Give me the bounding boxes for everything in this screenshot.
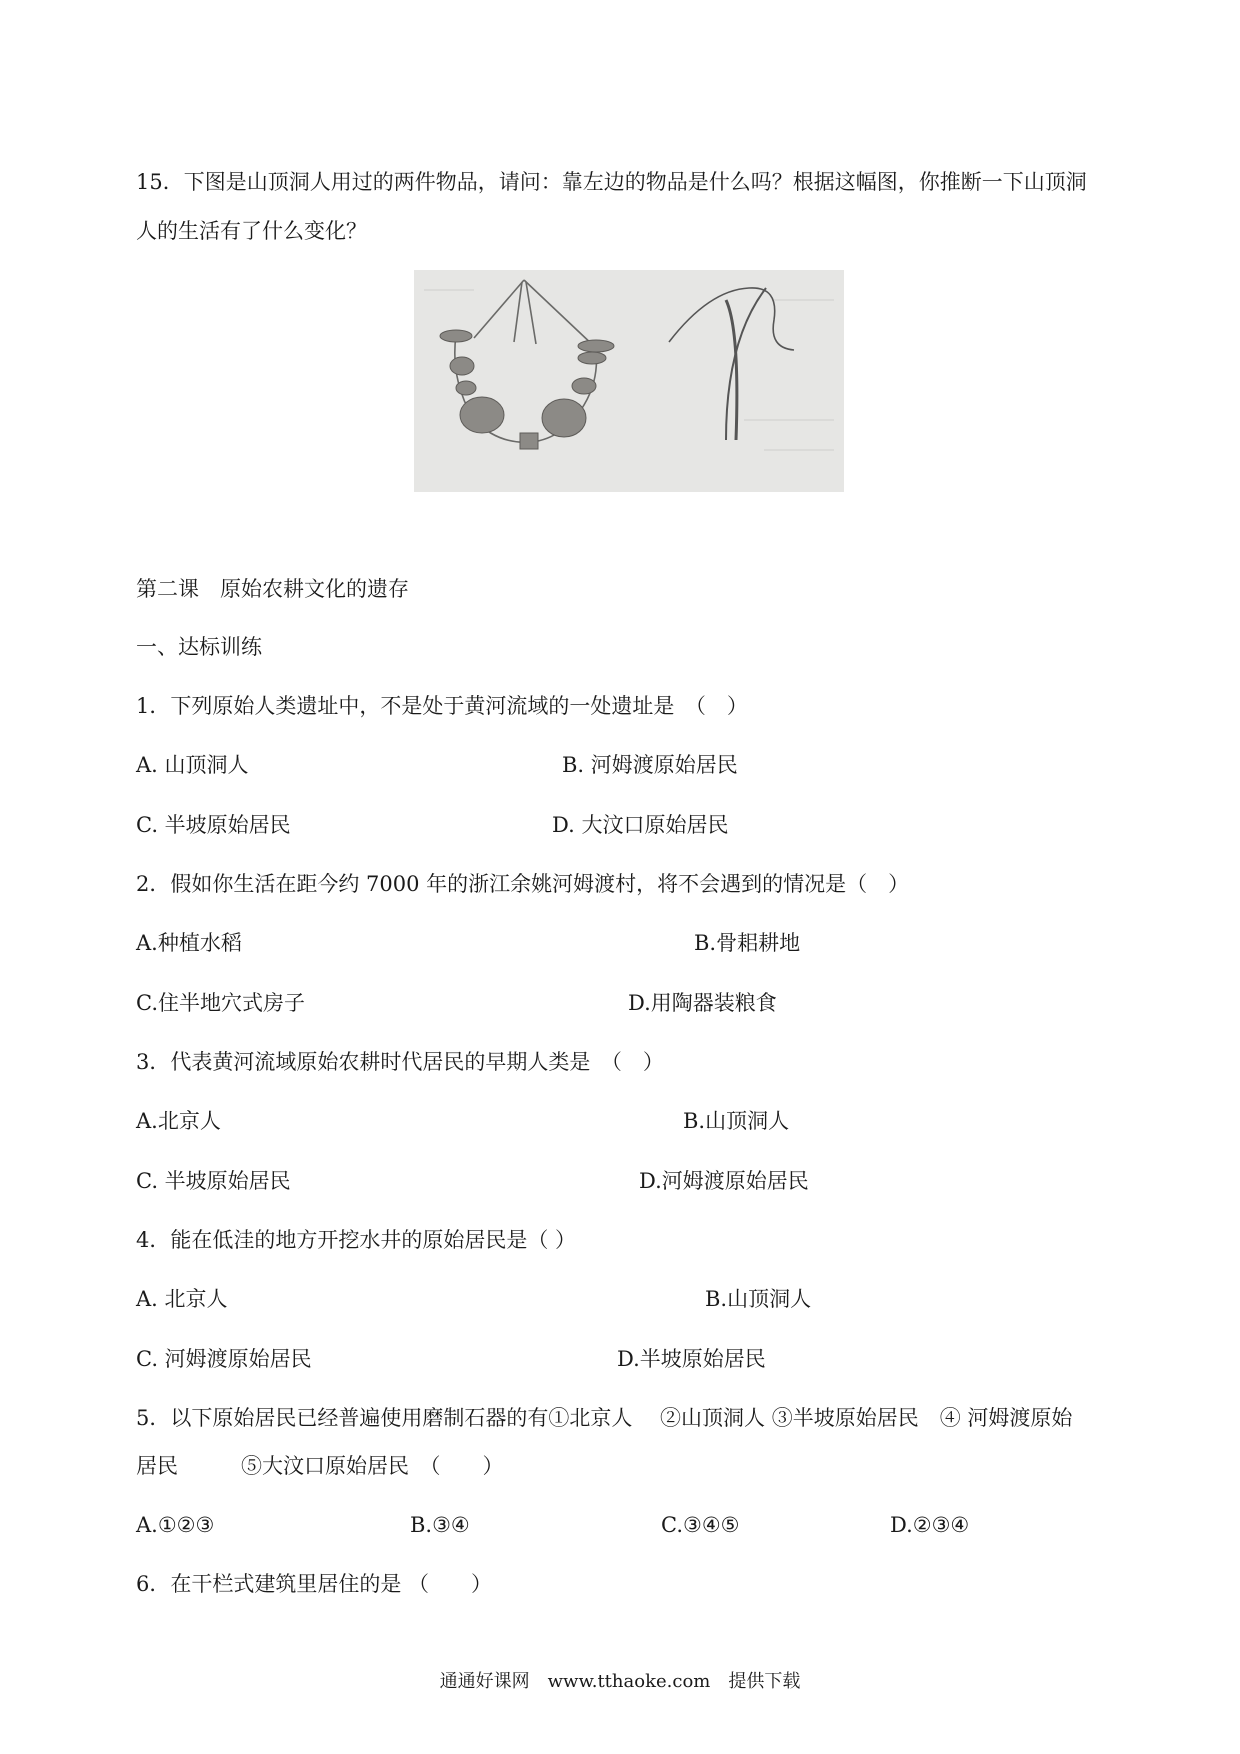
q15-line-1: 15．下图是山顶洞人用过的两件物品，请问：靠左边的物品是什么吗？根据这幅图，你推断一下山顶洞: [136, 170, 1087, 194]
q4-option-b: B.山顶洞人: [705, 1287, 812, 1311]
q3-option-b: B.山顶洞人: [683, 1109, 790, 1133]
question-2-stem: 2．假如你生活在距今约 7000 年的浙江余姚河姆渡村，将不会遇到的情况是（ ）: [136, 872, 910, 896]
section-title: 一、达标训练: [136, 635, 262, 659]
q5-option-b: B.③④: [410, 1513, 470, 1537]
q2-option-a: A.种植水稻: [136, 931, 242, 955]
q4-option-d: D.半坡原始居民: [617, 1347, 766, 1371]
lesson-title: 第二课 原始农耕文化的遗存: [136, 577, 409, 601]
q5-option-d: D.②③④: [890, 1513, 970, 1537]
necklace-and-needle-illustration: [414, 270, 844, 492]
q2-option-c: C.住半地穴式房子: [136, 991, 305, 1015]
q5-option-a: A.①②③: [136, 1513, 215, 1537]
q5-option-c: C.③④⑤: [661, 1513, 740, 1537]
question-5-stem-continued: 居民 ⑤大汶口原始居民 （ ）: [136, 1454, 504, 1478]
q1-option-c: C. 半坡原始居民: [136, 813, 291, 837]
question-6-stem: 6．在干栏式建筑里居住的是 （ ）: [136, 1572, 493, 1596]
q1-option-a: A. 山顶洞人: [136, 753, 249, 777]
q3-option-d: D.河姆渡原始居民: [639, 1169, 809, 1193]
q4-option-a: A. 北京人: [136, 1287, 228, 1311]
q3-option-a: A.北京人: [136, 1109, 221, 1133]
question-3-stem: 3．代表黄河流域原始农耕时代居民的早期人类是 （ ）: [136, 1050, 664, 1074]
q3-option-c: C. 半坡原始居民: [136, 1169, 291, 1193]
q1-option-b: B. 河姆渡原始居民: [562, 753, 738, 777]
question-4-stem: 4．能在低洼的地方开挖水井的原始居民是（ ）: [136, 1228, 577, 1252]
page-footer: 通通好课网 www.tthaoke.com 提供下载: [439, 1671, 801, 1692]
q15-line-2: 人的生活有了什么变化？: [136, 219, 367, 243]
question-1-stem: 1．下列原始人类遗址中，不是处于黄河流域的一处遗址是 （ ）: [136, 694, 748, 718]
question-5-stem: 5．以下原始居民已经普遍使用磨制石器的有①北京人 ②山顶洞人 ③半坡原始居民 ④ 河姆渡原始: [136, 1406, 1073, 1430]
q1-option-d: D. 大汶口原始居民: [552, 813, 729, 837]
q2-option-d: D.用陶器装粮食: [628, 991, 777, 1015]
artifacts-image: [414, 270, 844, 492]
q2-option-b: B.骨耜耕地: [694, 931, 801, 955]
q4-option-c: C. 河姆渡原始居民: [136, 1347, 312, 1371]
